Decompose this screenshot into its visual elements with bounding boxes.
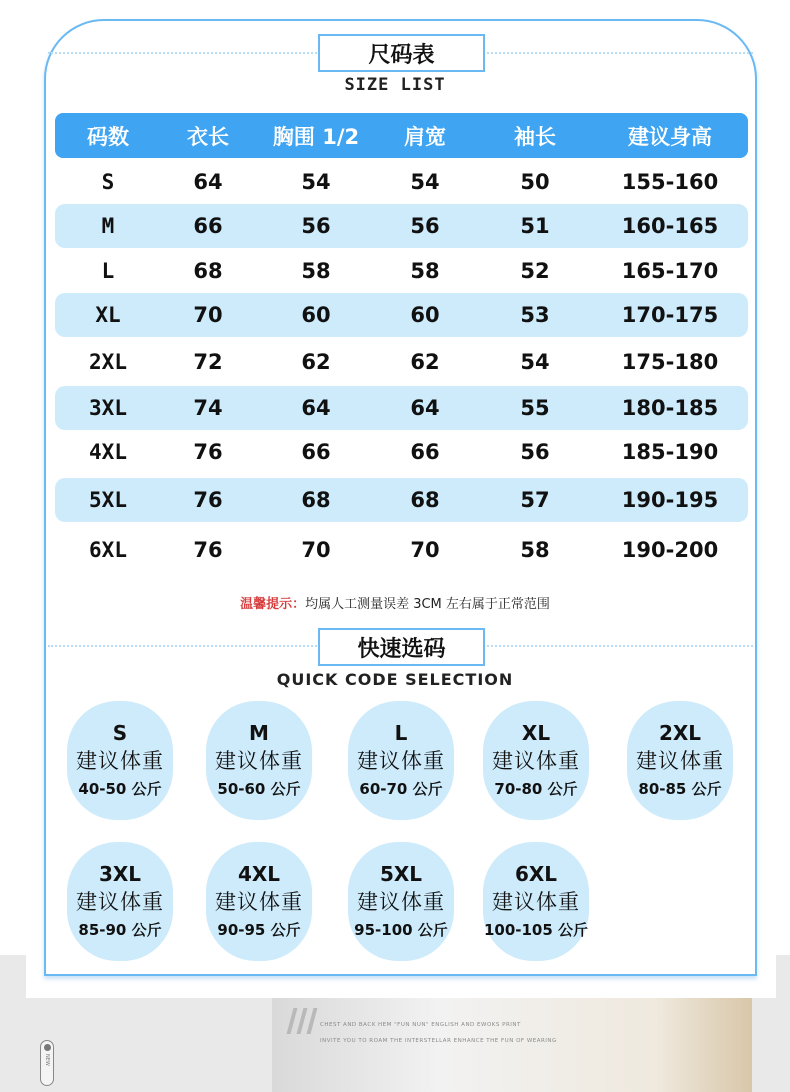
size-chart-subtitle: SIZE LIST [344,75,446,95]
cell-size: 5XL [89,488,127,512]
quick-weight-caption: 建议体重 [357,748,445,773]
quick-size-card [67,842,173,961]
quick-weight-caption: 建议体重 [492,748,580,773]
quick-weight-range: 80-85 公斤 [638,779,722,798]
cell-shoulder: 56 [410,214,440,238]
quick-size-label: 6XL [514,861,558,886]
cell-length: 74 [193,396,223,420]
cell-sleeve: 55 [520,396,550,420]
cell-size: S [101,170,115,194]
cell-sleeve: 56 [520,440,550,464]
cell-sleeve: 57 [520,488,550,512]
footer-line-2: INVITE YOU TO ROAM THE INTERSTELLAR ENHANCE THE FUN OF WEARING [320,1038,557,1044]
quick-size-card [206,842,312,961]
column-header-height: 建议身高 [628,124,712,149]
quick-weight-range: 60-70 公斤 [359,779,443,798]
cell-sleeve: 54 [520,350,550,374]
table-row [55,204,748,248]
table-row [55,478,748,522]
cell-height: 175-180 [621,350,719,374]
side-tag-text: NEW [44,1054,50,1066]
cell-shoulder: 66 [410,440,440,464]
cell-chest: 54 [301,170,331,194]
cell-height: 170-175 [621,303,719,327]
quick-size-card [348,701,454,820]
cell-shoulder: 68 [410,488,440,512]
cell-chest: 68 [301,488,331,512]
cell-sleeve: 51 [520,214,550,238]
quick-size-label: 2XL [658,720,702,745]
cell-chest: 60 [301,303,331,327]
quick-size-card [627,701,733,820]
note-warning: 温馨提示： [240,597,306,612]
quick-weight-range: 70-80 公斤 [494,779,578,798]
quick-weight-caption: 建议体重 [76,889,164,914]
quick-weight-caption: 建议体重 [357,889,445,914]
quick-size-label: 3XL [98,861,142,886]
cell-size: 4XL [89,440,127,464]
cell-length: 72 [193,350,223,374]
table-row [55,430,748,474]
cell-chest: 64 [301,396,331,420]
cell-length: 76 [193,440,223,464]
size-table-header [55,113,748,158]
cell-sleeve: 53 [520,303,550,327]
column-header-shoulder: 肩宽 [404,124,446,149]
tag-dot-icon [44,1044,51,1051]
quick-size-label: L [394,720,408,745]
table-row [55,293,748,337]
quick-size-card [483,701,589,820]
cell-chest: 66 [301,440,331,464]
quick-size-card [67,701,173,820]
cell-size: 6XL [89,538,127,562]
cell-size: XL [95,303,121,327]
table-row [55,160,748,204]
quick-size-card [206,701,312,820]
quick-weight-range: 100-105 公斤 [483,920,589,939]
cell-chest: 62 [301,350,331,374]
cell-height: 180-185 [621,396,719,420]
cell-sleeve: 52 [520,259,550,283]
quick-weight-caption: 建议体重 [76,748,164,773]
quick-weight-range: 50-60 公斤 [217,779,301,798]
cell-length: 76 [193,488,223,512]
quick-size-card [348,842,454,961]
column-header-chest: 胸围 1/2 [272,124,360,149]
cell-size: 2XL [89,350,127,374]
quick-weight-caption: 建议体重 [636,748,724,773]
cell-sleeve: 58 [520,538,550,562]
size-chart-title: 尺码表 [318,34,485,72]
cell-size: 3XL [89,396,127,420]
quick-weight-caption: 建议体重 [492,889,580,914]
table-row [55,340,748,384]
column-header-size: 码数 [87,124,129,149]
cell-shoulder: 60 [410,303,440,327]
cell-height: 155-160 [621,170,719,194]
cell-height: 185-190 [621,440,719,464]
note-text: 均属人工测量误差 3CM 左右属于正常范围 [305,597,550,612]
cell-shoulder: 70 [410,538,440,562]
cell-chest: 70 [301,538,331,562]
footer-line-1: CHEST AND BACK HEM "FUN NUN" ENGLISH AND EWOKS PRINT [320,1022,521,1028]
cell-length: 68 [193,259,223,283]
column-header-length: 衣长 [187,124,229,149]
cell-length: 76 [193,538,223,562]
quick-weight-range: 85-90 公斤 [78,920,162,939]
cell-chest: 58 [301,259,331,283]
quick-size-label: 5XL [379,861,423,886]
cell-size: L [101,259,115,283]
cell-shoulder: 62 [410,350,440,374]
table-row [55,386,748,430]
quick-size-card [483,842,589,961]
cell-size: M [101,214,115,238]
quick-weight-caption: 建议体重 [215,889,303,914]
cell-sleeve: 50 [520,170,550,194]
cell-length: 70 [193,303,223,327]
cell-chest: 56 [301,214,331,238]
quick-weight-range: 40-50 公斤 [78,779,162,798]
cell-height: 190-195 [621,488,719,512]
measurement-note [0,593,790,612]
quick-weight-range: 90-95 公斤 [217,920,301,939]
quick-weight-caption: 建议体重 [215,748,303,773]
quick-size-label: 4XL [237,861,281,886]
product-photo-strip [272,998,752,1092]
cell-shoulder: 58 [410,259,440,283]
table-row [55,249,748,293]
cell-length: 66 [193,214,223,238]
quick-select-subtitle: QUICK CODE SELECTION [276,670,514,689]
quick-size-label: M [249,720,269,745]
cell-shoulder: 64 [410,396,440,420]
quick-size-label: XL [521,720,551,745]
table-row [55,523,748,577]
column-header-sleeve: 袖长 [514,124,556,149]
cell-height: 165-170 [621,259,719,283]
quick-select-title: 快速选码 [318,628,485,666]
quick-weight-range: 95-100 公斤 [354,920,448,939]
quick-size-label: S [112,720,128,745]
cell-length: 64 [193,170,223,194]
cell-shoulder: 54 [410,170,440,194]
cell-height: 190-200 [621,538,719,562]
side-tag [40,1040,54,1086]
cell-height: 160-165 [621,214,719,238]
